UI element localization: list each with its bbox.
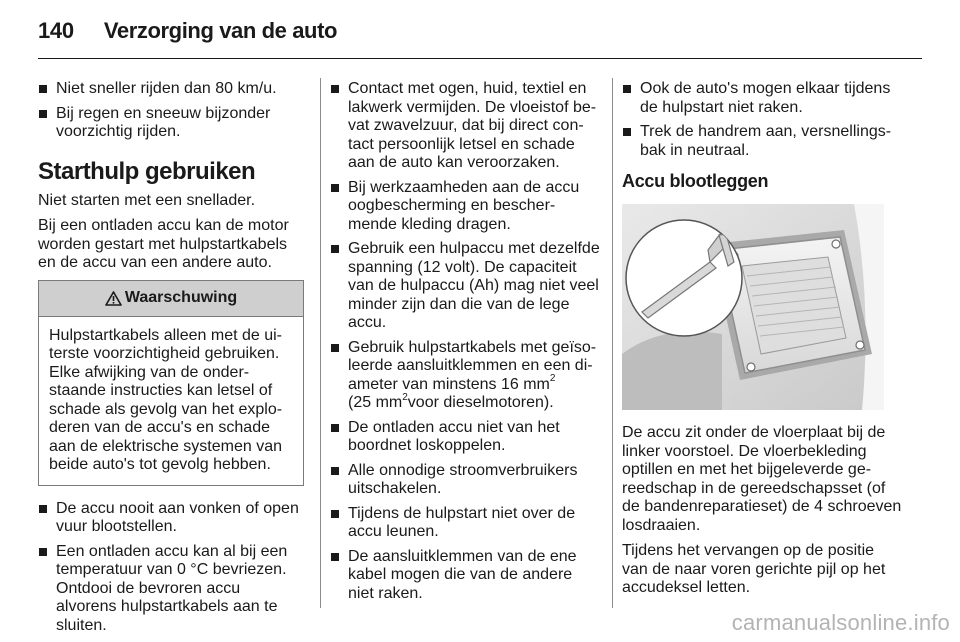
bullet-square-icon bbox=[39, 110, 47, 118]
bullet-square-icon bbox=[331, 184, 339, 192]
battery-cover-illustration bbox=[622, 204, 884, 410]
paragraph: Niet starten met een snellader. bbox=[38, 191, 256, 209]
list-item: De accu nooit aan vonken of open vuur blootstellen. bbox=[38, 500, 304, 537]
warning-header bbox=[39, 281, 303, 317]
bullet-square-icon bbox=[331, 85, 339, 93]
bullet-square-icon bbox=[331, 467, 339, 475]
list-item: Tijdens de hulpstart niet over de accu leunen. bbox=[330, 505, 602, 542]
list-item: Gebruik een hulpaccu met dezelfde spanning (12 volt). De capaciteit van de hulpaccu (Ah) mag niet veel minder zijn dan die van de lege accu. bbox=[330, 240, 602, 333]
list-item: Niet sneller rijden dan 80 km/u. bbox=[38, 80, 304, 99]
page-number: 140 bbox=[38, 18, 74, 43]
bullet-square-icon bbox=[623, 128, 631, 136]
bullet-list bbox=[622, 80, 902, 160]
list-item: De ontladen accu niet van het boordnet loskoppelen. bbox=[330, 419, 602, 456]
bullet-square-icon bbox=[623, 85, 631, 93]
paragraph: Bij een ontladen accu kan de motor worden gestart met hulpstartkabels en de accu van een andere auto. bbox=[38, 217, 289, 271]
paragraph: De accu zit onder de vloerplaat bij de linker voorstoel. De vloerbekleding optillen en met het bijgeleverde ge-reedschap in de gereedschapsset (of de bandenreparatieset) de 4 schroeven losdraaien. bbox=[622, 424, 902, 534]
header-rule bbox=[38, 58, 922, 59]
column-1 bbox=[38, 80, 304, 641]
bullet-square-icon bbox=[331, 553, 339, 561]
page-title: Verzorging van de auto bbox=[103, 18, 338, 43]
battery-cover-image bbox=[622, 204, 884, 410]
bullet-square-icon bbox=[39, 85, 47, 93]
warning-box bbox=[38, 280, 304, 486]
column-divider-1 bbox=[320, 78, 321, 608]
watermark: carmanualsonline.info bbox=[731, 610, 950, 635]
list-item: Bij regen en sneeuw bijzonder voorzichtig rijden. bbox=[38, 105, 304, 142]
column-divider-2 bbox=[612, 78, 613, 608]
column-3 bbox=[622, 80, 902, 605]
warning-title: Waarschuwing bbox=[124, 288, 238, 306]
page-header bbox=[38, 18, 337, 50]
list-item: Contact met ogen, huid, textiel en lakwerk vermijden. De vloeistof be-vat zwavelzuur, dat bij direct con-tact persoonlijk letsel en schade aan de auto kan veroorzaken. bbox=[330, 80, 602, 173]
warning-triangle-icon bbox=[105, 291, 122, 306]
list-item: De aansluitklemmen van de ene kabel mogen die van de andere niet raken. bbox=[330, 548, 602, 604]
bullet-list-top bbox=[38, 80, 304, 142]
list-item: Ook de auto's mogen elkaar tijdens de hulpstart niet raken. bbox=[622, 80, 902, 117]
bullet-square-icon bbox=[39, 548, 47, 556]
warning-body: Hulpstartkabels alleen met de ui-terste voorzichtigheid gebruiken. Elke afwijking van de onder-staande instructies kan letsel of schade als gevolg van het explo-deren van de accu's en schade aan de elektrische systemen van beide auto's tot gevolg hebben. bbox=[49, 326, 283, 473]
bullet-square-icon bbox=[331, 344, 339, 352]
list-item bbox=[330, 339, 602, 413]
list-item: Bij werkzaamheden aan de accu oogbescherming en bescher-mende kleding dragen. bbox=[330, 179, 602, 235]
list-item: Alle onnodige stroomverbruikers uitschakelen. bbox=[330, 462, 602, 499]
bullet-list bbox=[330, 80, 602, 603]
paragraph: Tijdens het vervangen op de positie van de naar voren gerichte pijl op het accudeksel letten. bbox=[622, 542, 886, 596]
bullet-square-icon bbox=[331, 510, 339, 518]
bullet-square-icon bbox=[331, 245, 339, 253]
bullet-square-icon bbox=[39, 505, 47, 513]
column-2 bbox=[330, 80, 602, 609]
section-heading-accu: Accu blootleggen bbox=[622, 171, 769, 191]
bullet-square-icon bbox=[331, 424, 339, 432]
cable-text: Gebruik hulpstartkabels met geïso-leerde aansluitklemmen en een di-ameter van minstens 16 $mm^2$ (25 $mm^2voor$ dieselmotoren). bbox=[348, 338, 597, 411]
bullet-list-bottom bbox=[38, 500, 304, 636]
list-item: Een ontladen accu kan al bij een temperatuur van 0 °C bevriezen. Ontdooi de bevroren accu alvorens hulpstartkabels aan te sluiten. bbox=[38, 543, 304, 636]
section-heading-starthulp: Starthulp gebruiken bbox=[38, 157, 256, 185]
list-item: Trek de handrem aan, versnellings-bak in neutraal. bbox=[622, 123, 902, 160]
